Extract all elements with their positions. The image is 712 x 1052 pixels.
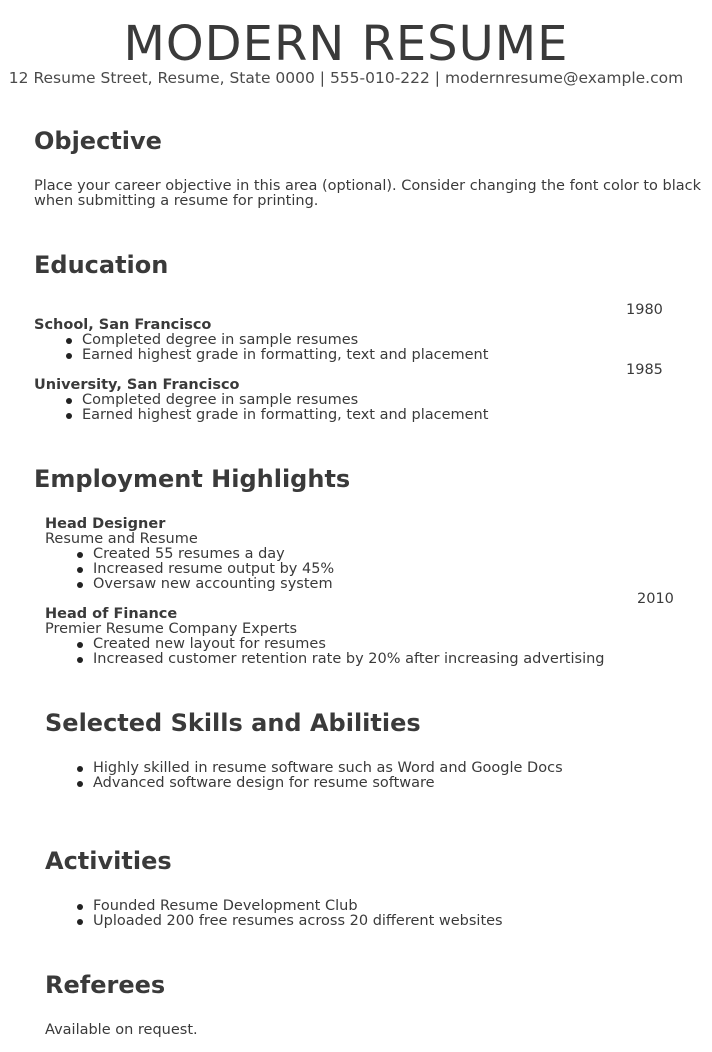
list-item: Created new layout for resumes — [93, 637, 605, 652]
list-item: Founded Resume Development Club — [93, 899, 503, 914]
skills-heading: Selected Skills and Abilities — [45, 709, 421, 737]
objective-text-line1: Place your career objective in this area (optional). Consider changing the font color to black — [34, 178, 702, 194]
list-item: Created 55 resumes a day — [93, 547, 334, 562]
education-bullet-list — [82, 333, 488, 363]
objective-heading: Objective — [34, 127, 162, 155]
job-title: Head Designer — [45, 516, 166, 532]
list-item: Completed degree in sample resumes — [82, 393, 488, 408]
activities-heading: Activities — [45, 847, 172, 875]
job-bullet-list — [93, 547, 334, 592]
list-item: Completed degree in sample resumes — [82, 333, 488, 348]
education-year: 1985 — [626, 362, 663, 378]
resume-title: MODERN RESUME — [123, 16, 569, 72]
employment-heading: Employment Highlights — [34, 465, 351, 493]
referees-heading: Referees — [45, 971, 166, 999]
contact-line: 12 Resume Street, Resume, State 0000 | 555-010-222 | modernresume@example.com — [8, 69, 684, 87]
job-year: 2010 — [637, 591, 674, 607]
list-item: Earned highest grade in formatting, text and placement — [82, 407, 489, 423]
job-title: Head of Finance — [45, 606, 178, 622]
list-item: Advanced software design for resume software — [93, 776, 563, 791]
job-company: Premier Resume Company Experts — [45, 621, 298, 637]
list-item: Earned highest grade in formatting, text and placement — [82, 347, 489, 363]
list-item: Oversaw new accounting system — [93, 576, 333, 592]
objective-text-line2: when submitting a resume for printing. — [34, 193, 319, 209]
activities-list — [93, 899, 503, 929]
job-company: Resume and Resume — [45, 531, 198, 547]
job-bullet-list — [93, 637, 605, 667]
education-school: School, San Francisco — [34, 317, 212, 333]
list-item: Highly skilled in resume software such as Word and Google Docs — [93, 760, 563, 776]
referees-text: Available on request. — [45, 1022, 198, 1038]
education-school: University, San Francisco — [34, 377, 240, 393]
education-heading: Education — [34, 251, 169, 279]
skills-list — [93, 761, 563, 791]
list-item: Uploaded 200 free resumes across 20 different websites — [93, 913, 503, 929]
list-item: Increased customer retention rate by 20% after increasing advertising — [93, 651, 605, 667]
education-year: 1980 — [626, 302, 663, 318]
education-bullet-list — [82, 393, 488, 423]
list-item: Increased resume output by 45% — [93, 561, 335, 577]
